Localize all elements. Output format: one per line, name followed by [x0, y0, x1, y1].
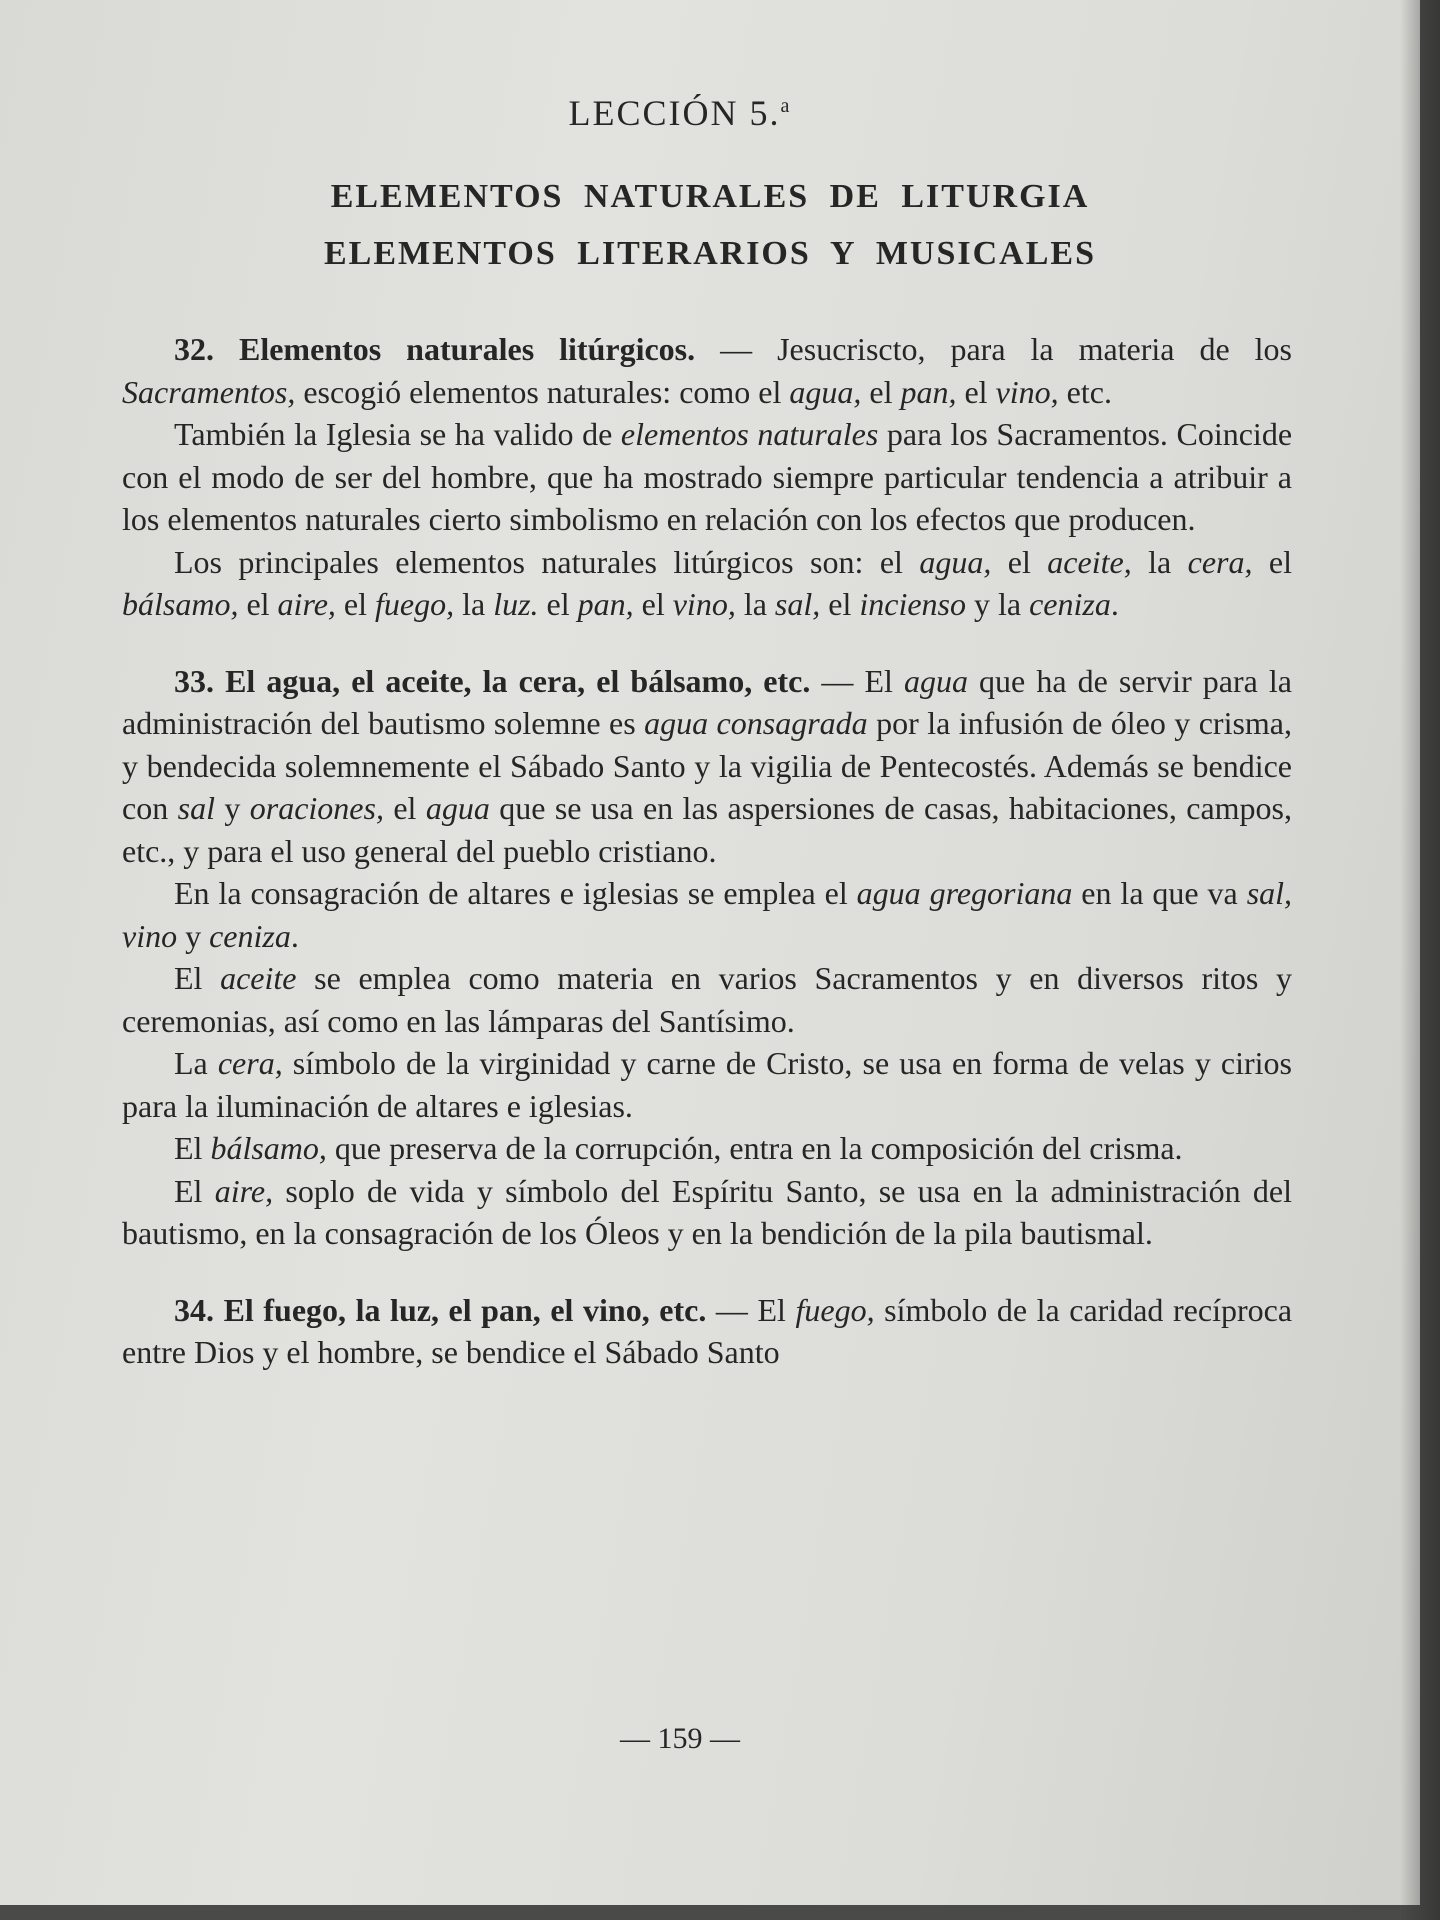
section-33-heading: 33. El agua, el aceite, la cera, el bálsamo, etc.: [174, 662, 811, 699]
chapter-title-line-1: ELEMENTOS NATURALES DE LITURGIA: [330, 178, 1090, 215]
paragraph-33-2: En la consagración de altares e iglesias se emplea el agua gregoriana en la que va sal, vino y ceniza.: [122, 875, 1293, 954]
chapter-title-line-2: ELEMENTOS LITERARIOS Y MUSICALES: [324, 235, 1096, 272]
page-edge-shadow: [1400, 0, 1440, 1920]
section-34-heading: 34. El fuego, la luz, el pan, el vino, etc.: [174, 1291, 707, 1328]
paragraph-34-1: 34. El fuego, la luz, el pan, el vino, etc. — El fuego, símbolo de la caridad recíproca entre Dios y el hombre, se bendice el Sábado Santo: [122, 1291, 1293, 1370]
paragraph-33-6: El aire, soplo de vida y símbolo del Espíritu Santo, se usa en la administración del bautismo, en la consagración de los Óleos y en la bendición de la pila bautismal.: [122, 1172, 1293, 1251]
lesson-heading: LECCIÓN 5.$^a$: [568, 93, 792, 133]
paragraph-32-1: 32. Elementos naturales litúrgicos. — Jesucriscto, para la materia de los Sacramentos, escogió elementos naturales: como el agua, el pan, el vino, etc.: [122, 331, 1293, 410]
paragraph-33-1: 33. El agua, el aceite, la cera, el bálsamo, etc. — El agua que ha de servir para la administración del bautismo solemne es agua consagrada por la infusión de óleo y crisma, y bendecida solemnemente el Sábado Santo y la vigilia de Pentecostés. Además se bendice con sal y oraciones, el agua que se usa en las aspersiones de casas, habitaciones, campos, etc., y para el uso general del pueblo cristiano.: [122, 662, 1293, 869]
page-number: — 159 —: [620, 1722, 740, 1755]
paragraph-33-5: El bálsamo, que preserva de la corrupción, entra en la composición del crisma.: [174, 1130, 1183, 1166]
body-text: [122, 328, 1292, 1374]
paragraph-32-3: Los principales elementos naturales litúrgicos son: el agua, el aceite, la cera, el bálsamo, el aire, el fuego, la luz. el pan, el vino, la sal, el incienso y la ceniza.: [122, 543, 1293, 622]
paragraph-33-4: La cera, símbolo de la virginidad y carne de Cristo, se usa en forma de velas y cirios para la iluminación de altares e iglesias.: [122, 1045, 1293, 1124]
paragraph-33-3: El aceite se emplea como materia en varios Sacramentos y en diversos ritos y ceremonias, así como en las lámparas del Santísimo.: [122, 960, 1293, 1039]
section-32-heading: 32. Elementos naturales litúrgicos.: [174, 331, 696, 367]
paragraph-32-2: También la Iglesia se ha valido de elementos naturales para los Sacramentos. Coincide con el modo de ser del hombre, que ha mostrado siempre particular tendencia a atribuir a los elementos naturales cierto simbolismo en relación con los efectos que producen.: [122, 416, 1293, 537]
